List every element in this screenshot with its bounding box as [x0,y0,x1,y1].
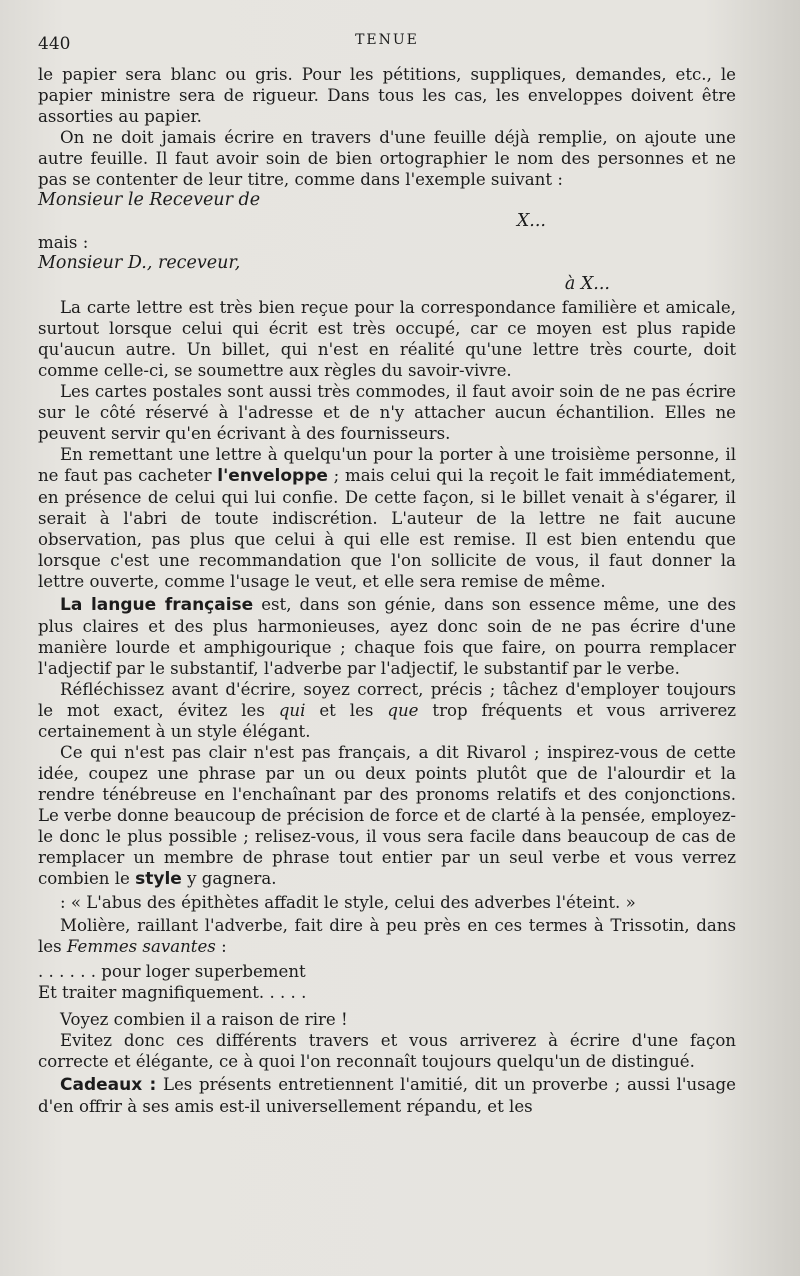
paragraph: En remettant une lettre à quelqu'un pour la porter à une troisième personne, il ne faut pas cacheter l'enveloppe ; mais celui qui la reçoit le fait immédiatement, en présence de celui qui lui confie. De cette façon, si le billet venait à s'égarer, il serait à l'abri de toute indiscrétion. L'auteur de la lettre ne fait aucune observation, pas plus que celui à qui elle est remise. Il est bien entendu que lorsque c'est une recommandation que l'on sollicite de vous, il faut donner la lettre ouverte, comme l'usage le veut, et elle sera remise de même. [38,445,736,591]
paragraph: Réfléchissez avant d'écrire, soyez correct, précis ; tâchez d'employer toujours le mot exact, évitez les qui et les que trop fréquents et vous arriverez certainement à un style élégant. [38,680,737,741]
keyword-bold: La langue française [60,595,254,615]
address-example: Monsieur D., receveur, [38,253,241,273]
address-example: X... [516,211,546,231]
address-example: à X... [564,274,610,294]
paragraph: Evitez donc ces différents travers et vous arriverez à écrire d'une façon correcte et élégante, ce à quoi l'on reconnaît toujours quelqu'un de distingué. [38,1031,736,1071]
paragraph: Les cartes postales sont aussi très commodes, il faut avoir soin de ne pas écrire sur le côté réservé à l'adresse et de n'y attacher aucun échantilion. Elles ne peuvent servir qu'en écrivant à des fournisseurs. [38,382,736,443]
paragraph: On ne doit jamais écrire en travers d'une feuille déjà remplie, on ajoute une autre feuille. Il faut avoir soin de bien ortographier le nom des personnes et ne pas se contenter de leur titre, comme dans l'exemple suivant : [38,128,736,189]
paragraph: La carte lettre est très bien reçue pour la correspondance familière et amicale, surtout lorsque celui qui écrit est très occupé, car ce moyen est plus rapide qu'aucun autre. Un billet, qui n'est en réalité qu'une lettre très courte, doit comme celle-ci, se soumettre aux règles du savoir-vivre. [38,298,736,380]
quotation: : « L'abus des épithètes affadit le style, celui des adverbes l'éteint. » [60,893,636,912]
keyword-bold: style [135,869,182,889]
page-header [38,28,736,64]
paragraph: Ce qui n'est pas clair n'est pas français, a dit Rivarol ; inspirez-vous de cette idée, coupez une phrase par un ou deux points plutôt que de l'alourdir et la rendre ténébreuse en l'enchaînant par des pronoms relatifs et des conjonctions. Le verbe donne beaucoup de précision de force et de clarté à la pensée, employez-le donc le plus possible ; relisez-vous, il vous sera facile dans beaucoup de cas de remplacer un membre de phrase tout entier par un seul verbe et vous verrez combien le style y gagnera. [38,743,736,889]
keyword-bold: l'enveloppe [217,466,328,486]
paragraph: le papier sera blanc ou gris. Pour les pétitions, suppliques, demandes, etc., le papier ministre sera de rigueur. Dans tous les cas, les enveloppes doivent être assorties au papier. [38,65,736,126]
verse-quote [38,961,736,1003]
verse-line: . . . . . . pour loger superbement [38,962,306,981]
paragraph: Voyez combien il a raison de rire ! [60,1010,348,1029]
address-example: Monsieur le Receveur de [38,190,261,210]
paragraph: mais : [38,233,89,252]
paragraph: Cadeaux : Les présents entretiennent l'amitié, dit un proverbe ; aussi l'usage d'en offrir à ses amis est-il universellement répandu, et les [38,1075,736,1116]
paragraph: La langue française est, dans son génie, dans son essence même, une des plus claires et des plus harmonieuses, ayez donc soin de ne pas écrire d'une manière lourde et amphigourique ; chaque fois que faire, on pourra remplacer l'adjectif par le substantif, l'adverbe par l'adjectif, le substantif par le verbe. [38,595,736,678]
page-number: 440 [38,34,71,54]
paragraph: Molière, raillant l'adverbe, fait dire à peu près en ces termes à Trissotin, dans les Femmes savantes : [38,916,736,956]
page-body [38,64,736,1117]
running-title: TENUE [355,32,419,48]
section-heading: Cadeaux : [60,1075,157,1095]
verse-line: Et traiter magnifiquement. . . . . [38,983,307,1002]
